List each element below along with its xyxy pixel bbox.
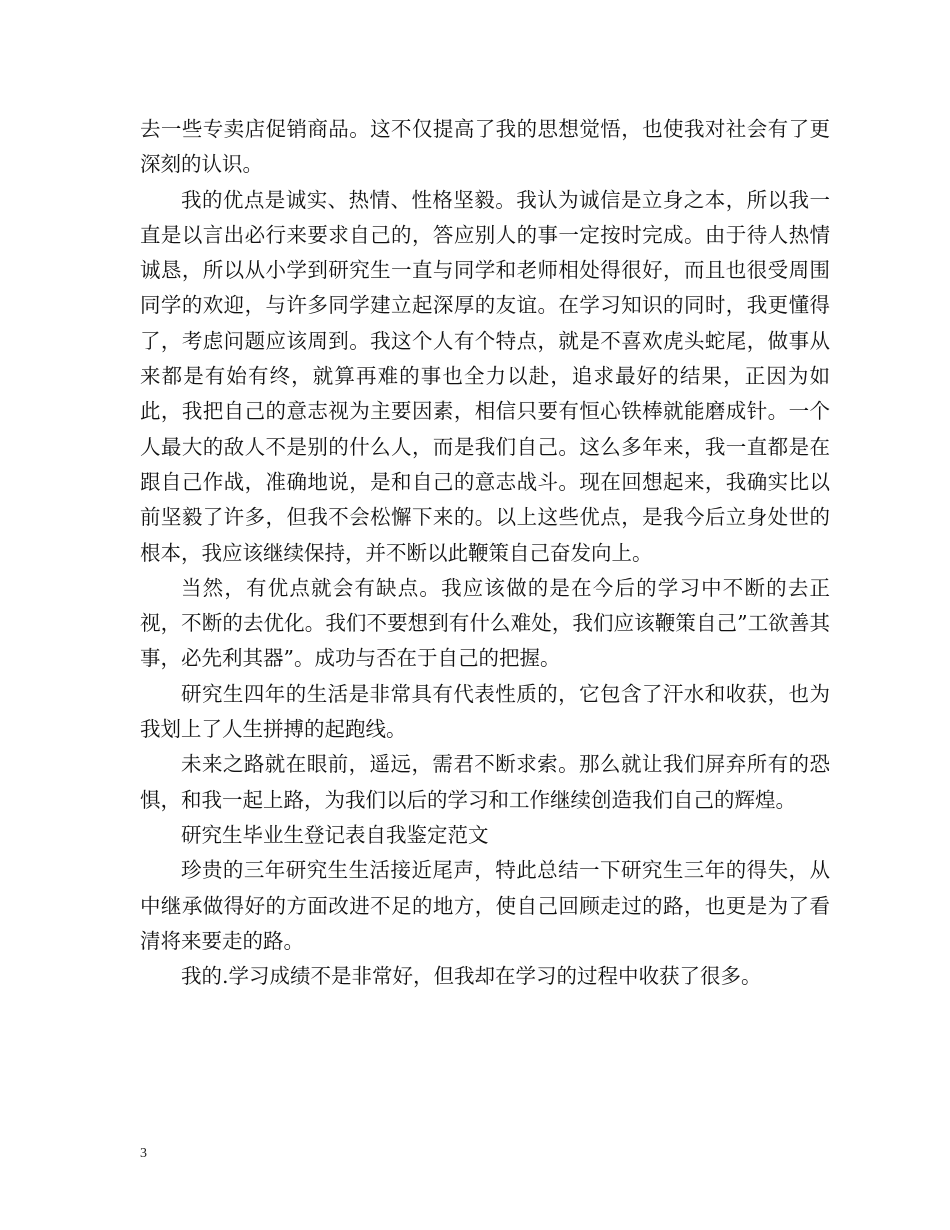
paragraph-1: 去一些专卖店促销商品。这不仅提高了我的思想觉悟，也使我对社会有了更深刻的认识。 [140,117,830,177]
paragraph-2: 我的优点是诚实、热情、性格坚毅。我认为诚信是立身之本，所以我一直是以言出必行来要求自己的，答应别人的事一定按时完成。由于待人热情诚恳，所以从小学到研究生一直与同学和老师相处得很好，而且也很受周围同学的欢迎，与许多同学建立起深厚的友谊。在学习知识的同时，我更懂得了，考虑问题应该周到。我这个人有个特点，就是不喜欢虎头蛇尾，做事从来都是有始有终，就算再难的事也全力以赴，追求最好的结果，正因为如此，我把自己的意志视为主要因素，相信只要有恒心铁棒就能磨成针。一个人最大的敌人不是别的什么人，而是我们自己。这么多年来，我一直都是在跟自己作战，准确地说，是和自己的意志战斗。现在回想起来，我确实比以前坚毅了许多，但我不会松懈下来的。以上这些优点，是我今后立身处世的根本，我应该继续保持，并不断以此鞭策自己奋发向上。 [140,187,830,565]
paragraph-3: 当然，有优点就会有缺点。我应该做的是在今后的学习中不断的去正视，不断的去优化。我们不要想到有什么难处，我们应该鞭策自己”工欲善其事，必先利其器”。成功与否在于自己的把握。 [140,575,830,671]
page-number: 3 [140,1146,147,1161]
section-heading: 研究生毕业生登记表自我鉴定范文 [181,822,489,847]
body-text [140,112,830,994]
paragraph-6: 珍贵的三年研究生生活接近尾声，特此总结一下研究生三年的得失，从中继承做得好的方面改进不足的地方，使自己回顾走过的路，也更是为了看清将来要走的路。 [140,858,830,953]
paragraph-4: 研究生四年的生活是非常具有代表性质的，它包含了汗水和收获，也为我划上了人生拼搏的起跑线。 [140,681,830,742]
paragraph-5: 未来之路就在眼前，遥远，需君不断求索。那么就让我们屏弃所有的恐惧，和我一起上路，为我们以后的学习和工作继续创造我们自己的辉煌。 [140,752,830,812]
paragraph-7: 我的.学习成绩不是非常好，但我却在学习的过程中收获了很多。 [181,964,762,989]
